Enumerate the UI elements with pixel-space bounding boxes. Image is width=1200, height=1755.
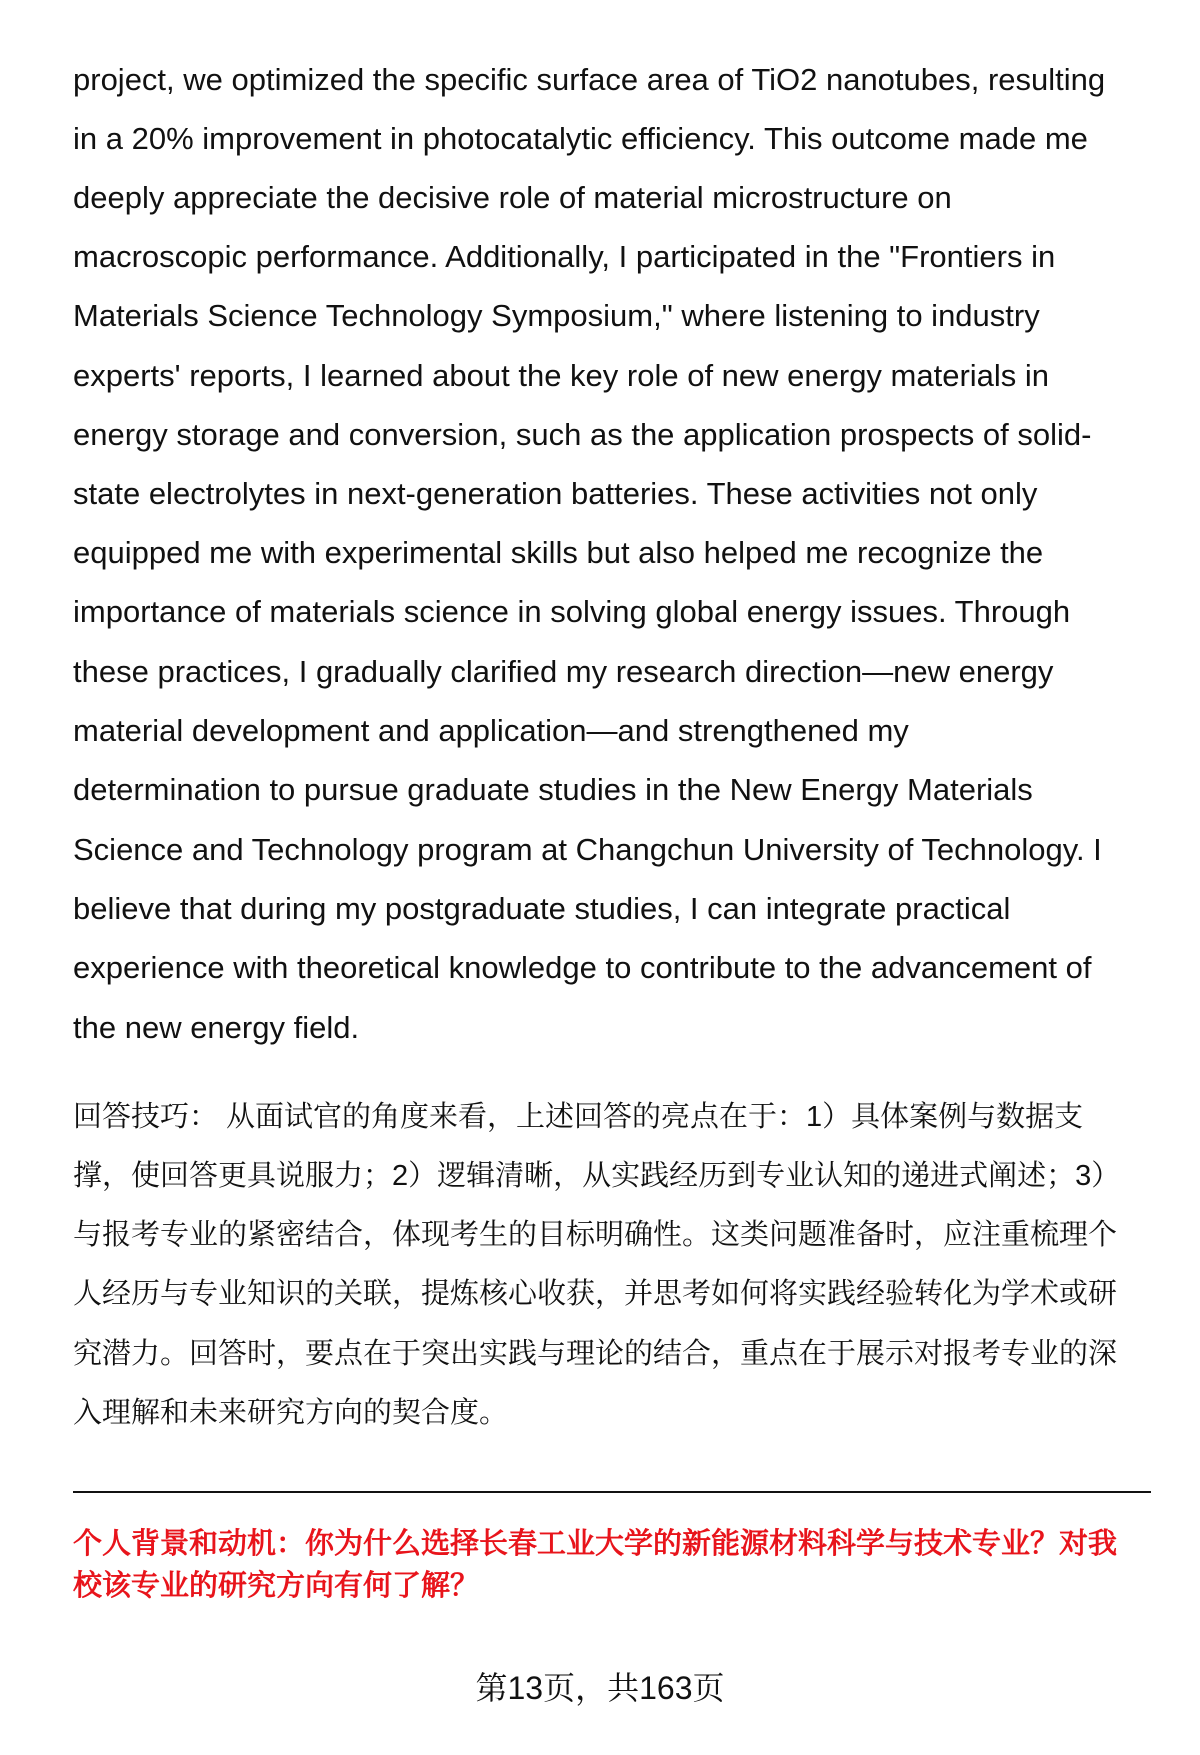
text-line: in a 20% improvement in photocatalytic efficiency. This outcome made me	[73, 121, 1088, 156]
text-line: believe that during my postgraduate studies, I can integrate practical	[73, 891, 1011, 926]
text-line: macroscopic performance. Additionally, I participated in the "Frontiers in	[73, 239, 1056, 274]
question-line: 个人背景和动机：你为什么选择长春工业大学的新能源材料科学与技术专业？对我	[73, 1528, 1118, 1560]
text-line: Materials Science Technology Symposium," where listening to industry	[73, 298, 1040, 333]
page-number: 第13页，共163页	[475, 1670, 725, 1706]
tips-line: 与报考专业的紧密结合，体现考生的目标明确性。这类问题准备时，应注重梳理个	[73, 1219, 1118, 1251]
text-line: these practices, I gradually clarified my research direction—new energy	[73, 654, 1054, 689]
text-line: importance of materials science in solving global energy issues. Through	[73, 594, 1071, 629]
text-line: deeply appreciate the decisive role of material microstructure on	[73, 180, 952, 215]
text-line: energy storage and conversion, such as the application prospects of solid-	[73, 417, 1092, 452]
tips-line: 回答技巧： 从面试官的角度来看，上述回答的亮点在于：1）具体案例与数据支	[73, 1101, 1084, 1133]
text-line: material development and application—and strengthened my	[73, 713, 909, 748]
text-line: experts' reports, I learned about the key role of new energy materials in	[73, 358, 1050, 393]
text-line: project, we optimized the specific surface area of TiO2 nanotubes, resulting	[73, 62, 1106, 97]
tips-line: 入理解和未来研究方向的契合度。	[73, 1397, 509, 1429]
tips-line: 撑，使回答更具说服力；2）逻辑清晰，从实践经历到专业认知的递进式阐述；3）	[73, 1160, 1121, 1192]
question-line: 校该专业的研究方向有何了解？	[73, 1570, 480, 1602]
tips-line: 人经历与专业知识的关联，提炼核心收获，并思考如何将实践经验转化为学术或研	[73, 1278, 1118, 1310]
text-line: equipped me with experimental skills but also helped me recognize the	[73, 535, 1044, 570]
text-line: the new energy field.	[73, 1010, 360, 1045]
section-divider	[73, 1491, 1151, 1493]
text-line: determination to pursue graduate studies in the New Energy Materials	[73, 772, 1033, 807]
text-line: experience with theoretical knowledge to contribute to the advancement of	[73, 950, 1092, 985]
text-line: Science and Technology program at Changchun University of Technology. I	[73, 832, 1102, 867]
tips-line: 究潜力。回答时，要点在于突出实践与理论的结合，重点在于展示对报考专业的深	[73, 1338, 1118, 1370]
text-line: state electrolytes in next-generation batteries. These activities not only	[73, 476, 1038, 511]
